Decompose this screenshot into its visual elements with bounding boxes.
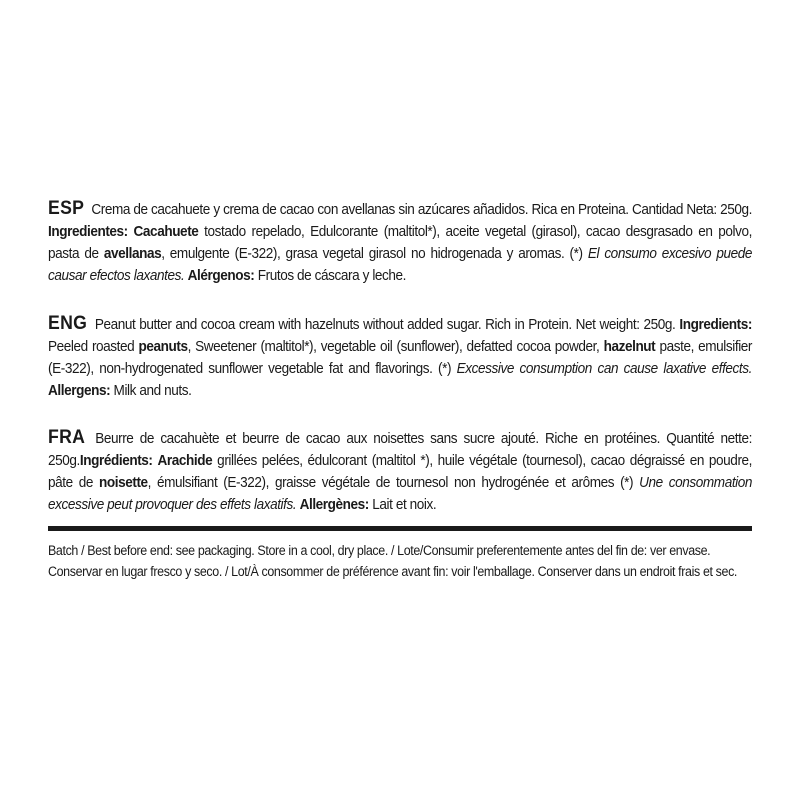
esp-ingredients-label: Ingredientes: — [48, 224, 128, 240]
eng-allergens-label: Allergens: — [48, 383, 111, 399]
fra-allergens-value: Lait et noix. — [372, 497, 437, 513]
fra-warning: Une consommation excessive peut provoquer des effets laxatifs — [48, 475, 753, 513]
eng-ingredients-text-3: paste, emulsifier (E-322), non-hydrogenated sunflower vegetable fat and flavorings. (*) — [48, 339, 753, 377]
language-code-fra: FRA — [48, 427, 86, 448]
eng-allergen-peanuts: peanuts — [138, 339, 188, 355]
fra-allergen-noisette: noisette — [98, 475, 148, 491]
eng-warning: Excessive consumption can cause laxative effects. — [456, 361, 753, 377]
esp-allergen-cacahuete: Cacahuete — [133, 224, 199, 240]
fra-allergens-label: Allergènes: — [299, 497, 369, 513]
storage-footer: Batch / Best before end: see packaging. Store in a cool, dry place. / Lote/Consumir preferentemente antes del fin de: ver envase. Conservar en lugar fresco y seco. / Lot/À consommer de préférence avant fin: voir l'emballage. Conserver dans un endroit frais et sec. — [48, 543, 738, 579]
eng-description: Peanut butter and cocoa cream with hazelnuts without added sugar. Rich in Protein. Net weight: 250g. — [94, 317, 676, 333]
french-section — [48, 427, 752, 516]
esp-ingredients-text-1: tostado repelado, Edulcorante (maltitol*), aceite vegetal (girasol), cacao desgrasado en polvo, pasta de — [48, 224, 753, 262]
esp-warning: El consumo excesivo puede causar efectos laxantes. — [48, 246, 753, 284]
fra-ingredients-text-2: , émulsifiant (E-322), graisse végétale de tournesol non hydrogénée et arômes (*) — [147, 475, 634, 491]
language-code-esp: ESP — [48, 198, 85, 219]
esp-ingredients-text-2: , emulgente (E-322), grasa vegetal girasol no hidrogenada y aromas. (*) — [161, 246, 583, 262]
language-code-eng: ENG — [48, 313, 88, 334]
eng-allergens-value: Milk and nuts. — [113, 383, 192, 399]
fra-allergen-arachide: Arachide — [157, 453, 213, 469]
esp-allergens-label: Alérgenos: — [187, 268, 255, 284]
eng-allergen-hazelnut: hazelnut — [603, 339, 656, 355]
fra-ingredients-text-1: grillées pelées, édulcorant (maltitol *), huile végétale (tournesol), cacao dégraissé en poudre, pâte de — [48, 453, 753, 491]
eng-ingredients-text-2: , Sweetener (maltitol*), vegetable oil (sunflower), defatted cocoa powder, — [187, 339, 600, 355]
fra-ingredients-label: Ingrédients: — [79, 453, 153, 469]
esp-description: Crema de cacahuete y crema de cacao con avellanas sin azúcares añadidos. Rica en Proteina. Cantidad Neta: 250g. — [91, 202, 753, 218]
english-section — [48, 313, 752, 402]
divider — [48, 526, 752, 531]
fra-warning-period: . — [292, 497, 297, 513]
esp-allergen-avellanas: avellanas — [103, 246, 162, 262]
fra-description: Beurre de cacahuète et beurre de cacao aux noisettes sans sucre ajouté. Riche en protéines. Quantité nette: 250g. — [48, 431, 753, 469]
esp-allergens-value: Frutos de cáscara y leche. — [257, 268, 407, 284]
spanish-section — [48, 198, 752, 287]
eng-ingredients-label: Ingredients: — [679, 317, 753, 333]
eng-ingredients-text-1: Peeled roasted — [48, 339, 135, 355]
